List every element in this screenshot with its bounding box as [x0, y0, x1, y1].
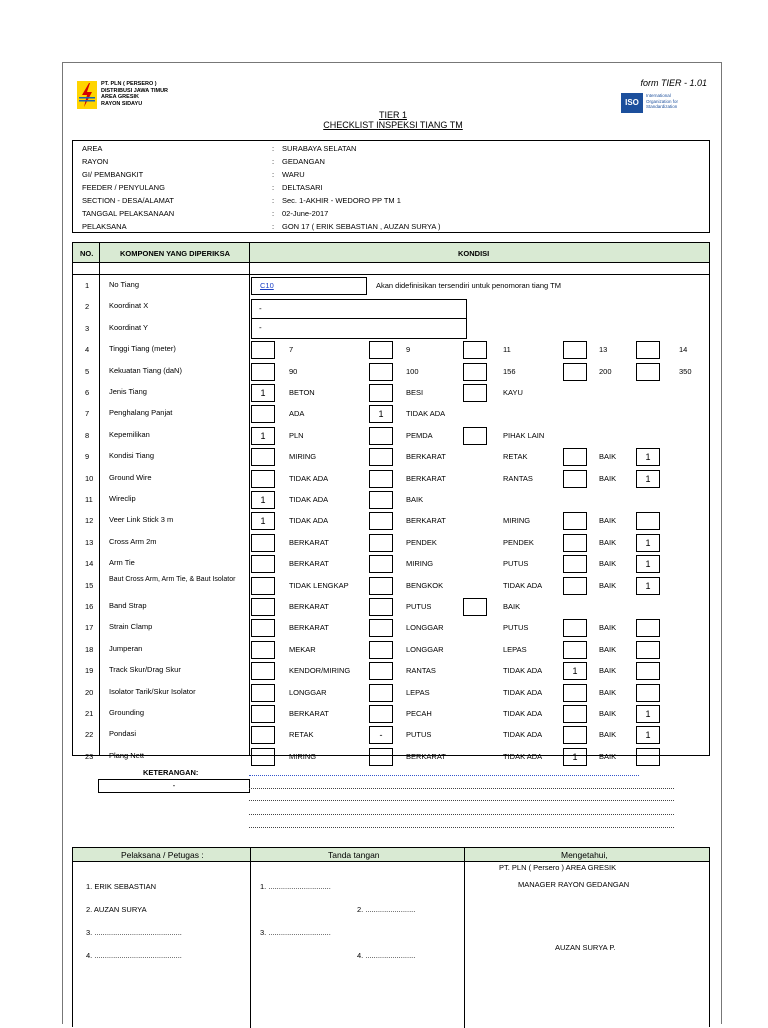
table-row [73, 703, 709, 724]
tiang-number-field[interactable]: C10 [251, 277, 367, 295]
component-name: Track Skur/Drag Skur [109, 665, 181, 675]
component-name: Kekuatan Tiang (daN) [109, 365, 182, 375]
check-box[interactable] [636, 641, 660, 659]
header-no: NO. [80, 249, 94, 258]
info-label: SECTION - DESA/ALAMAT [82, 196, 174, 205]
info-colon: : [272, 209, 275, 218]
iso-logo-icon: ISO [621, 93, 643, 113]
keterangan-line[interactable] [249, 827, 674, 828]
check-box[interactable] [563, 555, 587, 573]
keterangan-line[interactable] [249, 814, 674, 815]
table-row [73, 446, 709, 467]
check-box[interactable] [251, 555, 275, 573]
check-box[interactable] [463, 598, 487, 616]
check-box[interactable] [563, 619, 587, 637]
title-tier: TIER 1 [378, 110, 407, 120]
check-box[interactable] [636, 684, 660, 702]
component-name: Koordinat X [109, 301, 149, 311]
component-name: Grounding [109, 708, 145, 717]
row-number: 6 [85, 388, 90, 397]
check-box[interactable] [369, 512, 393, 530]
check-box[interactable] [563, 470, 587, 488]
manager-name: AUZAN SURYA P. [555, 943, 616, 952]
info-colon: : [272, 157, 275, 166]
condition-option: BAIK [406, 495, 424, 504]
check-box[interactable] [369, 684, 393, 702]
checklist-table [72, 242, 710, 762]
divider [464, 848, 465, 1028]
table-row [73, 617, 709, 638]
condition-option: TIDAK ADA [406, 409, 446, 419]
check-box[interactable] [369, 427, 393, 445]
condition-option: BENGKOK [406, 580, 444, 590]
tiang-note: Akan didefinisikan tersendiri untuk penomoran tiang TM [376, 281, 561, 290]
table-row [73, 275, 709, 296]
condition-option: LEPAS [406, 687, 430, 697]
row-number: 3 [85, 323, 90, 333]
company-line: PT. PLN ( PERSERO ) [101, 81, 157, 87]
row-number: 5 [85, 366, 90, 376]
condition-option: PIHAK LAIN [503, 430, 545, 440]
iso-text-line: Standardization [646, 104, 678, 109]
condition-option: MIRING [289, 452, 317, 462]
condition-option: 350 [679, 366, 692, 376]
keterangan-line[interactable] [249, 788, 674, 789]
check-box[interactable] [251, 598, 275, 616]
iso-text-line: International [646, 93, 671, 98]
check-box[interactable] [369, 577, 393, 595]
condition-option: LONGGAR [406, 644, 444, 654]
check-box[interactable]: 1 [636, 470, 660, 488]
sig-header-mengetahui: Mengetahui, [561, 850, 608, 860]
check-box[interactable] [369, 641, 393, 659]
check-box[interactable]: 1 [636, 577, 660, 595]
condition-option: BAIK [599, 751, 617, 761]
component-name: Strain Clamp [109, 622, 153, 632]
info-colon: : [272, 144, 275, 153]
condition-option: TIDAK ADA [503, 709, 543, 718]
condition-option: BAIK [599, 623, 617, 633]
info-box [72, 140, 710, 233]
check-box[interactable] [369, 448, 393, 466]
row-number: 23 [85, 751, 94, 761]
company-line: RAYON SIDAYU [101, 100, 143, 107]
check-box[interactable] [369, 534, 393, 552]
check-box[interactable] [251, 448, 275, 466]
condition-option: 9 [406, 345, 411, 355]
check-box[interactable] [563, 705, 587, 723]
condition-option: PEMDA [406, 430, 433, 440]
component-name: No Tiang [109, 280, 140, 289]
info-value: 02-June-2017 [282, 209, 329, 218]
row-number: 10 [85, 473, 94, 483]
condition-option: BERKARAT [406, 452, 446, 462]
info-value: SURABAYA SELATAN [282, 144, 357, 153]
condition-option: BAIK [599, 580, 617, 590]
component-name: Cross Arm 2m [109, 536, 157, 546]
condition-option: PLN [289, 430, 304, 440]
component-name: Kondisi Tiang [109, 451, 155, 461]
company-line: DISTRIBUSI JAWA TIMUR [101, 87, 169, 94]
component-name: Pondasi [109, 729, 137, 739]
condition-option: 200 [599, 366, 612, 376]
info-colon: : [272, 183, 275, 192]
check-box[interactable] [369, 619, 393, 637]
check-box[interactable] [251, 341, 275, 359]
check-box[interactable]: 1 [636, 534, 660, 552]
info-label: TANGGAL PELAKSANAAN [82, 209, 175, 218]
condition-option: BAIK [599, 644, 617, 654]
condition-option: 7 [289, 345, 294, 355]
header-kondisi: KONDISI [458, 249, 490, 258]
table-row [73, 532, 709, 553]
check-box[interactable] [463, 384, 487, 402]
manager-org: PT. PLN ( Persero ) AREA GRESIK [499, 863, 617, 872]
condition-option: RETAK [289, 730, 314, 740]
check-box[interactable] [251, 405, 275, 423]
check-box[interactable] [563, 726, 587, 744]
check-box[interactable] [563, 512, 587, 530]
condition-option: TIDAK ADA [289, 516, 329, 526]
condition-option: MIRING [406, 559, 434, 569]
row-number: 20 [85, 687, 94, 697]
row-number: 2 [85, 302, 90, 312]
check-box[interactable]: 1 [369, 405, 393, 423]
check-box[interactable] [251, 534, 275, 552]
check-box[interactable]: 1 [636, 448, 660, 466]
iso-text-line: Organization for [646, 98, 679, 104]
row-number: 11 [85, 495, 93, 504]
row-number: 12 [85, 516, 94, 526]
condition-option: 14 [679, 345, 688, 355]
info-label: RAYON [82, 157, 109, 166]
signature-line[interactable]: 2. ........................ [357, 905, 416, 914]
check-box[interactable] [563, 684, 587, 702]
condition-option: TIDAK ADA [289, 495, 329, 504]
coordinate-field[interactable]: - [251, 299, 467, 319]
pelaksana-name: 2. AUZAN SURYA [86, 905, 147, 914]
iso-text [646, 93, 678, 110]
condition-option: PENDEK [503, 537, 534, 547]
table-row [73, 553, 709, 574]
form-number: form TIER - 1.01 [640, 78, 707, 88]
row-number: 22 [85, 730, 94, 740]
check-box[interactable]: 1 [563, 748, 587, 766]
component-name: Tinggi Tiang (meter) [109, 344, 176, 354]
condition-option: ADA [289, 409, 305, 419]
title-checklist: CHECKLIST INSPEKSI TIANG TM [323, 120, 463, 130]
condition-option: LEPAS [503, 644, 527, 654]
row-number: 14 [85, 559, 94, 569]
info-label: AREA [82, 144, 103, 153]
component-name: Arm Tie [109, 558, 135, 568]
condition-option: TIDAK ADA [503, 666, 543, 676]
condition-option: BERKARAT [406, 516, 446, 526]
signature-section [72, 847, 710, 1027]
info-colon: : [272, 196, 275, 205]
info-label: FEEDER / PENYULANG [82, 183, 165, 192]
condition-option: PECAH [406, 709, 432, 718]
check-box[interactable] [563, 448, 587, 466]
condition-option: BAIK [599, 559, 617, 569]
component-name: Koordinat Y [109, 322, 149, 332]
condition-option: BAIK [599, 687, 617, 697]
check-box[interactable] [369, 555, 393, 573]
coordinate-field[interactable]: - [251, 318, 467, 339]
check-box[interactable] [369, 470, 393, 488]
info-colon: : [272, 222, 275, 231]
pln-logo-icon [77, 81, 97, 109]
row-number: 15 [85, 580, 94, 590]
info-value: DELTASARI [282, 183, 323, 192]
table-row [73, 468, 709, 489]
check-box[interactable] [636, 748, 660, 766]
check-box[interactable] [369, 363, 393, 381]
condition-option: BAIK [599, 452, 617, 462]
condition-option: RETAK [503, 452, 528, 462]
keterangan-field[interactable]: - [98, 779, 250, 793]
info-label: GI/ PEMBANGKIT [82, 170, 144, 179]
row-number: 17 [85, 623, 94, 633]
condition-option: KAYU [503, 388, 523, 397]
component-name: Ground Wire [109, 472, 152, 482]
check-box[interactable] [563, 341, 587, 359]
condition-option: BAIK [599, 473, 617, 483]
condition-option: PUTUS [503, 559, 529, 569]
check-box[interactable]: - [369, 726, 393, 744]
check-box[interactable]: 1 [636, 705, 660, 723]
check-box[interactable] [563, 363, 587, 381]
company-name [101, 81, 168, 107]
condition-option: 100 [406, 366, 419, 376]
table-row [73, 746, 709, 767]
table-header [73, 243, 709, 263]
check-box[interactable] [251, 641, 275, 659]
component-name: Band Strap [109, 601, 147, 610]
pelaksana-name: 1. ERIK SEBASTIAN [86, 882, 157, 891]
keterangan-line[interactable] [249, 800, 674, 801]
condition-option: PUTUS [503, 623, 529, 633]
table-row [73, 575, 709, 596]
keterangan-line[interactable] [249, 775, 639, 776]
check-box[interactable]: 1 [251, 427, 275, 445]
keterangan-label: KETERANGAN: [143, 768, 199, 777]
table-row [73, 489, 709, 510]
info-value: GON 17 ( ERIK SEBASTIAN , AUZAN SURYA ) [282, 222, 441, 231]
signature-line[interactable]: 1. .............................. [260, 882, 331, 891]
check-box[interactable] [463, 341, 487, 359]
signature-line[interactable]: 3. .............................. [260, 928, 331, 937]
info-colon: : [272, 170, 275, 179]
check-box[interactable] [369, 662, 393, 680]
condition-option: MIRING [289, 751, 317, 761]
row-number: 21 [85, 709, 94, 718]
company-line: AREA GRESIK [101, 94, 139, 100]
check-box[interactable] [636, 619, 660, 637]
form-page [62, 62, 722, 1024]
check-box[interactable]: 1 [563, 662, 587, 680]
table-row [73, 318, 709, 339]
condition-option: LONGGAR [406, 623, 444, 633]
condition-option: TIDAK ADA [503, 687, 543, 697]
condition-option: BETON [289, 388, 315, 397]
condition-option: BERKARAT [289, 559, 329, 569]
condition-option: LONGGAR [289, 687, 327, 697]
check-box[interactable] [251, 705, 275, 723]
check-box[interactable]: 1 [251, 491, 275, 509]
condition-option: BAIK [503, 602, 521, 611]
table-row [73, 296, 709, 317]
condition-option: BAIK [599, 730, 617, 740]
row-number: 18 [85, 644, 94, 654]
pelaksana-name: 3. .......................................... [86, 928, 182, 937]
check-box[interactable] [369, 384, 393, 402]
check-box[interactable] [369, 705, 393, 723]
condition-option: 13 [599, 345, 608, 355]
check-box[interactable] [369, 491, 393, 509]
component-name: Plang Nett [109, 750, 145, 760]
condition-option: BERKARAT [289, 602, 329, 611]
check-box[interactable] [369, 748, 393, 766]
condition-option: 90 [289, 366, 298, 376]
check-box[interactable] [251, 748, 275, 766]
check-box[interactable] [563, 641, 587, 659]
condition-option: BERKARAT [406, 751, 446, 761]
check-box[interactable] [251, 662, 275, 680]
condition-option: MEKAR [289, 644, 316, 654]
row-number: 7 [85, 409, 90, 419]
condition-option: RANTAS [406, 666, 436, 676]
condition-option: MIRING [503, 516, 531, 526]
row-number: 16 [85, 602, 94, 611]
check-box[interactable] [251, 684, 275, 702]
condition-option: TIDAK ADA [289, 473, 329, 483]
check-box[interactable] [636, 341, 660, 359]
condition-option: RANTAS [503, 473, 533, 483]
check-box[interactable] [463, 363, 487, 381]
sig-header-pelaksana: Pelaksana / Petugas : [121, 850, 204, 860]
condition-option: BERKARAT [289, 537, 329, 547]
row-number: 9 [85, 452, 90, 462]
condition-option: KENDOR/MIRING [289, 666, 351, 676]
info-value: GEDANGAN [282, 157, 325, 166]
table-row [73, 660, 709, 681]
condition-option: BESI [406, 388, 424, 397]
component-name: Wireclip [109, 494, 136, 503]
info-value: Sec. 1-AKHIR - WEDORO PP TM 1 [282, 196, 401, 205]
info-value: WARU [282, 170, 305, 179]
row-number: 8 [85, 430, 90, 440]
check-box[interactable] [563, 577, 587, 595]
condition-option: BAIK [599, 666, 617, 676]
row-number: 4 [85, 345, 90, 355]
table-row [73, 382, 709, 403]
table-row [73, 403, 709, 424]
condition-option: BAIK [599, 709, 617, 718]
component-name: Kepemilikan [109, 429, 150, 439]
component-name: Jumperan [109, 643, 143, 653]
check-box[interactable] [636, 512, 660, 530]
table-row [73, 639, 709, 660]
check-box[interactable] [369, 598, 393, 616]
check-box[interactable] [251, 577, 275, 595]
table-row [73, 361, 709, 382]
condition-option: PENDEK [406, 537, 437, 547]
signature-header [73, 848, 709, 862]
check-box[interactable]: 1 [636, 726, 660, 744]
condition-option: BAIK [599, 537, 617, 547]
table-row [73, 339, 709, 360]
check-box[interactable]: 1 [251, 512, 275, 530]
component-name: Penghalang Panjat [109, 408, 173, 418]
info-label: PELAKSANA [82, 222, 127, 231]
check-box[interactable] [251, 726, 275, 744]
condition-option: TIDAK LENGKAP [289, 580, 349, 590]
condition-option: 11 [503, 345, 511, 355]
condition-option: PUTUS [406, 602, 432, 611]
component-name: Jenis Tiang [109, 387, 147, 396]
condition-option: BERKARAT [289, 623, 329, 633]
header-komponen: KOMPONEN YANG DIPERIKSA [120, 249, 231, 258]
check-box[interactable] [251, 470, 275, 488]
pelaksana-name: 4. .......................................... [86, 951, 182, 960]
check-box[interactable]: 1 [636, 555, 660, 573]
table-row [73, 724, 709, 745]
row-number: 19 [85, 666, 94, 676]
condition-option: TIDAK ADA [503, 751, 543, 761]
component-name: Isolator Tarik/Skur Isolator [109, 686, 196, 696]
component-name: Baut Cross Arm, Arm Tie, & Baut Isolator [109, 575, 236, 583]
signature-line[interactable]: 4. ........................ [357, 951, 416, 960]
check-box[interactable] [563, 534, 587, 552]
condition-option: TIDAK ADA [503, 730, 543, 740]
check-box[interactable] [636, 662, 660, 680]
table-row [73, 682, 709, 703]
check-box[interactable] [636, 363, 660, 381]
divider [250, 848, 251, 1028]
table-row [73, 510, 709, 531]
check-box[interactable] [369, 341, 393, 359]
sig-header-tanda-tangan: Tanda tangan [328, 850, 380, 860]
check-box[interactable] [251, 619, 275, 637]
table-row [73, 596, 709, 617]
condition-option: BAIK [599, 516, 617, 526]
row-number: 13 [85, 537, 94, 547]
check-box[interactable] [251, 363, 275, 381]
condition-option: 156 [503, 366, 516, 376]
manager-title: MANAGER RAYON GEDANGAN [518, 880, 630, 889]
check-box[interactable]: 1 [251, 384, 275, 402]
condition-option: PUTUS [406, 730, 432, 740]
condition-option: BERKARAT [289, 709, 329, 718]
check-box[interactable] [463, 427, 487, 445]
row-number: 1 [85, 281, 90, 290]
component-name: Veer Link Stick 3 m [109, 515, 174, 525]
condition-option: BERKARAT [406, 473, 446, 483]
condition-option: TIDAK ADA [503, 580, 543, 590]
table-row [73, 425, 709, 446]
